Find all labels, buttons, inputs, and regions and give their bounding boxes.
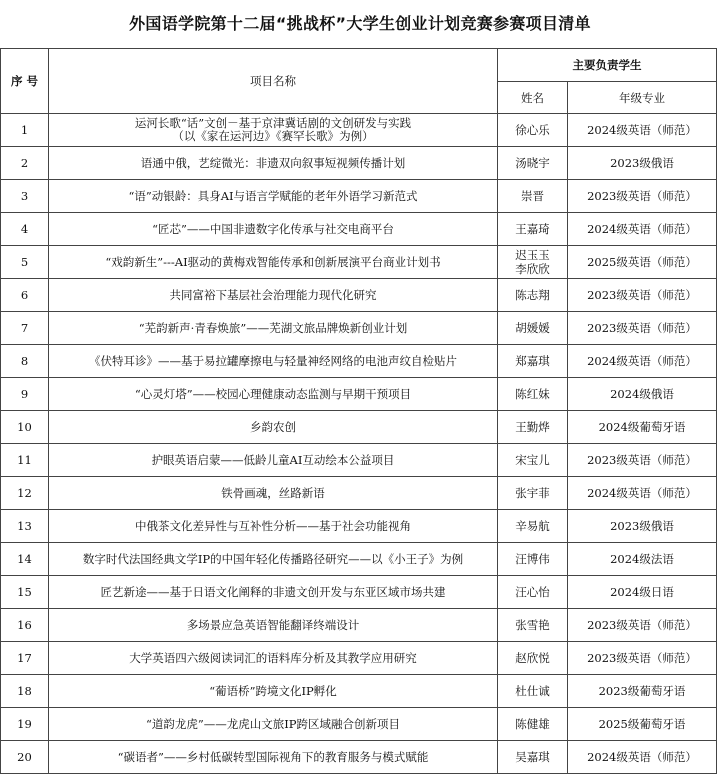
grade-major: 2024级英语（师范） [568,477,717,510]
project-name [49,147,498,180]
row-number: 7 [1,312,49,345]
row-number: 12 [1,477,49,510]
grade-major: 2024级英语（师范） [568,213,717,246]
student-name [498,180,568,213]
student-name [498,246,568,279]
student-name-line: 辛易航 [515,519,550,533]
row-number: 6 [1,279,49,312]
project-name [49,741,498,774]
student-name [498,642,568,675]
table-row [1,114,717,147]
student-name-line: 赵欣悦 [515,651,550,665]
student-name-line: 杜仕诚 [515,684,550,698]
grade-major: 2023级英语（师范） [568,642,717,675]
row-number: 11 [1,444,49,477]
project-list-table [0,48,717,774]
table-row [1,180,717,213]
row-number: 8 [1,345,49,378]
student-name-line: 李欣欣 [515,262,550,276]
table-row [1,312,717,345]
project-name-line: 匠艺新途——基于日语文化阐释的非遗文创开发与东亚区域市场共建 [100,585,446,599]
student-name-line: 陈志翔 [515,288,550,302]
table-row [1,642,717,675]
student-name [498,708,568,741]
table-row [1,444,717,477]
project-name-line: “心灵灯塔”——校园心理健康动态监测与早期干预项目 [134,387,412,401]
project-name-line: “语”动银龄：具身AI与语言学赋能的老年外语学习新范式 [128,189,418,203]
table-row [1,609,717,642]
student-name [498,576,568,609]
project-name [49,642,498,675]
project-name [49,213,498,246]
project-name-line: “芜韵新声·青春焕旅”——芜湖文旅品牌焕新创业计划 [138,321,408,335]
table-body [1,114,717,774]
project-name-line: 铁骨画魂，丝路新语 [221,486,325,500]
project-name-line: 护眼英语启蒙——低龄儿童AI互动绘本公益项目 [151,453,395,467]
row-number: 3 [1,180,49,213]
project-name [49,180,498,213]
project-name-line: “葡语桥”跨境文化IP孵化 [209,684,337,698]
student-name-line: 宋宝儿 [515,453,550,467]
table-row [1,378,717,411]
row-number: 1 [1,114,49,147]
project-name [49,543,498,576]
table-row [1,147,717,180]
table-row [1,675,717,708]
table-row [1,213,717,246]
row-number: 18 [1,675,49,708]
project-name-line: 多场景应急英语智能翻译终端设计 [186,618,360,632]
student-name-line: 张雪艳 [515,618,550,632]
grade-major: 2024级英语（师范） [568,741,717,774]
project-name [49,477,498,510]
project-name-line: 语通中俄，艺绽微光：非遗双向叙事短视频传播计划 [140,156,406,170]
project-name-line: 运河长歌“话”文创－基于京津冀话剧的文创研发与实践 [134,116,412,130]
project-name-line: “戏韵新生”---AI驱动的黄梅戏智能传承和创新展演平台商业计划书 [105,255,441,269]
grade-major: 2023级英语（师范） [568,444,717,477]
table-row [1,576,717,609]
table-row [1,543,717,576]
header-project: 项目名称 [49,49,498,114]
row-number: 5 [1,246,49,279]
grade-major: 2023级俄语 [568,147,717,180]
table-row [1,741,717,774]
student-name-line: 张宇菲 [515,486,550,500]
student-name [498,741,568,774]
project-name-line: （以《家在运河边》《赛罕长歌》为例） [172,129,374,143]
header-grade-major: 年级专业 [568,82,717,114]
table-row [1,477,717,510]
row-number: 15 [1,576,49,609]
project-name-line: 共同富裕下基层社会治理能力现代化研究 [169,288,377,302]
student-name [498,114,568,147]
document-title: 外国语学院第十二届“挑战杯”大学生创业计划竞赛参赛项目清单 [129,14,591,33]
row-number: 10 [1,411,49,444]
header-name: 姓名 [498,82,568,114]
student-name-line: 崇晋 [521,189,544,203]
student-name [498,213,568,246]
table-row [1,246,717,279]
header-seq: 序 号 [1,49,49,114]
table-row [1,708,717,741]
row-number: 19 [1,708,49,741]
student-name [498,345,568,378]
project-name [49,708,498,741]
student-name [498,543,568,576]
grade-major: 2023级英语（师范） [568,312,717,345]
student-name [498,510,568,543]
student-name-line: 陈红妹 [515,387,550,401]
project-name-line: 《伏特耳诊》——基于易拉罐摩擦电与轻量神经网络的电池声纹自检贴片 [89,354,457,368]
project-name [49,609,498,642]
student-name-line: 吴嘉琪 [515,750,550,764]
project-name [49,279,498,312]
student-name [498,444,568,477]
project-name-line: “碳语者”——乡村低碳转型国际视角下的教育服务与模式赋能 [117,750,429,764]
student-name-line: 陈健雄 [515,717,550,731]
project-name [49,444,498,477]
grade-major: 2023级英语（师范） [568,180,717,213]
row-number: 20 [1,741,49,774]
table-row [1,279,717,312]
table-row [1,345,717,378]
student-name [498,147,568,180]
grade-major: 2024级英语（师范） [568,114,717,147]
project-name [49,675,498,708]
project-name-line: “匠芯”——中国非遗数字化传承与社交电商平台 [152,222,394,236]
grade-major: 2023级英语（师范） [568,279,717,312]
student-name-line: 汪博伟 [515,552,550,566]
student-name [498,312,568,345]
student-name [498,411,568,444]
grade-major: 2023级葡萄牙语 [568,675,717,708]
student-name [498,477,568,510]
row-number: 14 [1,543,49,576]
project-name-line: 乡韵农创 [250,420,296,434]
project-name [49,345,498,378]
project-name [49,114,498,147]
project-name [49,246,498,279]
row-number: 2 [1,147,49,180]
student-name [498,675,568,708]
student-name-line: 汪心怡 [515,585,550,599]
row-number: 16 [1,609,49,642]
project-name-line: 数字时代法国经典文学IP的中国年轻化传播路径研究——以《小王子》为例 [82,552,464,566]
project-name-line: 中俄茶文化差异性与互补性分析——基于社会功能视角 [135,519,411,533]
student-name-line: 汤晓宇 [515,156,550,170]
row-number: 9 [1,378,49,411]
row-number: 17 [1,642,49,675]
project-name-line: “道韵龙虎”——龙虎山文旅IP跨区域融合创新项目 [145,717,401,731]
student-name-line: 胡媛媛 [515,321,550,335]
project-name [49,411,498,444]
student-name-line: 王嘉琦 [515,222,550,236]
student-name [498,279,568,312]
grade-major: 2024级日语 [568,576,717,609]
student-name [498,378,568,411]
grade-major: 2025级葡萄牙语 [568,708,717,741]
student-name-line: 迟玉玉 [515,248,550,262]
table-row [1,510,717,543]
grade-major: 2023级英语（师范） [568,609,717,642]
project-name [49,576,498,609]
grade-major: 2024级俄语 [568,378,717,411]
grade-major: 2024级英语（师范） [568,345,717,378]
student-name [498,609,568,642]
project-name [49,510,498,543]
student-name-line: 王勤烨 [515,420,550,434]
header-responsible-students: 主要负责学生 [498,49,717,82]
row-number: 4 [1,213,49,246]
grade-major: 2024级法语 [568,543,717,576]
grade-major: 2025级英语（师范） [568,246,717,279]
student-name-line: 郑嘉琪 [515,354,550,368]
project-name [49,378,498,411]
grade-major: 2024级葡萄牙语 [568,411,717,444]
project-name [49,312,498,345]
grade-major: 2023级俄语 [568,510,717,543]
student-name-line: 徐心乐 [515,123,550,137]
row-number: 13 [1,510,49,543]
table-row [1,411,717,444]
project-name-line: 大学英语四六级阅读词汇的语料库分析及其教学应用研究 [129,651,417,665]
